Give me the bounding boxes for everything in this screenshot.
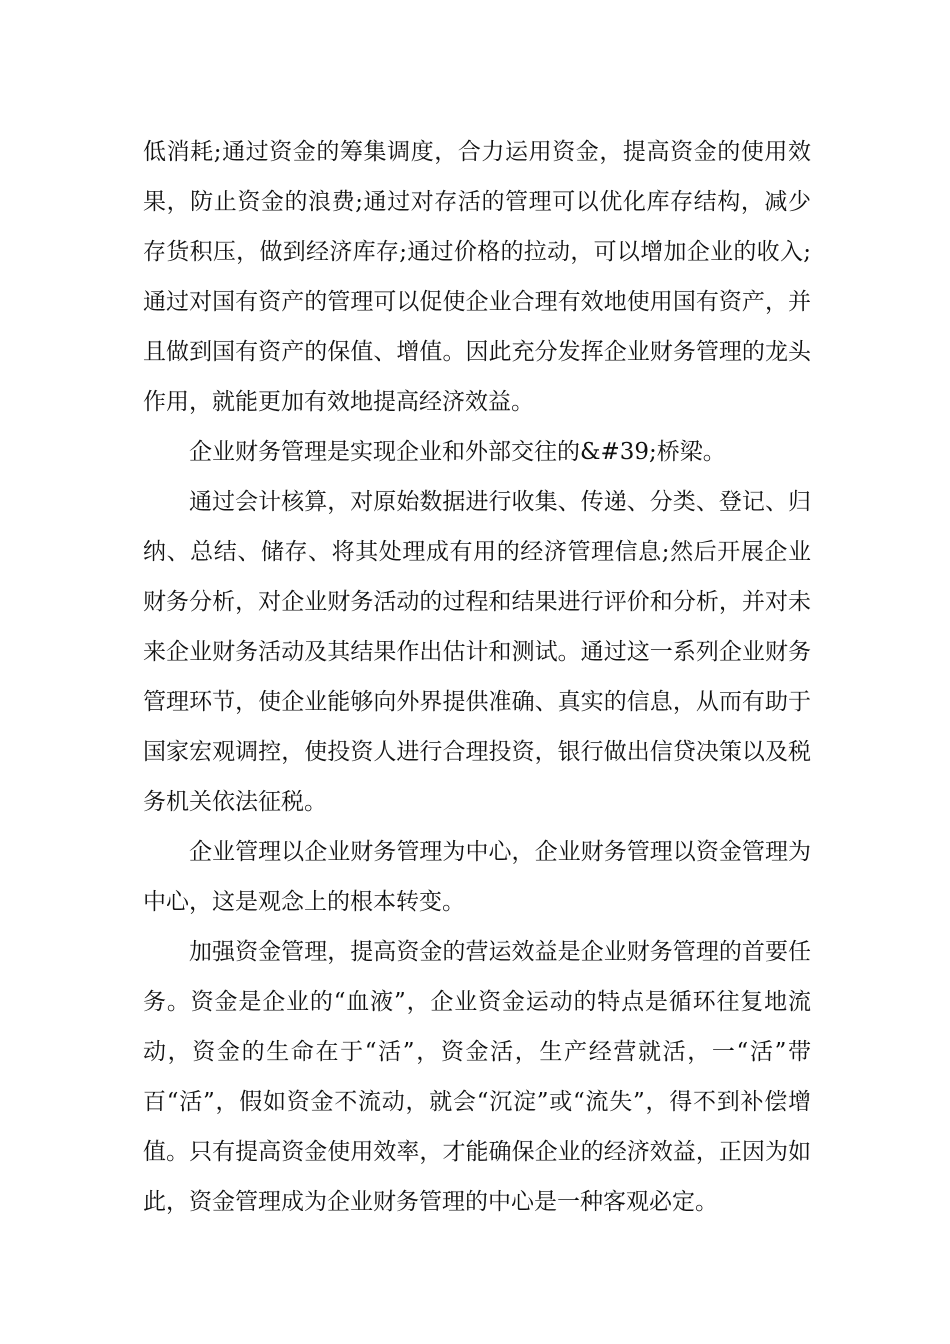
paragraph-3: 通过会计核算，对原始数据进行收集、传递、分类、登记、归纳、总结、储存、将其处理成有用的经济管理信息;然后开展企业财务分析，对企业财务活动的过程和结果进行评价和分析，并对未来企业财务活动及其结果作出估计和测试。通过这一系列企业财务管理环节，使企业能够向外界提供准确、真实的信息，从而有助于国家宏观调控，使投资人进行合理投资，银行做出信贷决策以及税务机关依法征税。 xyxy=(143,489,811,815)
paragraph-2: 企业财务管理是实现企业和外部交往的&#39;桥梁。 xyxy=(189,439,726,465)
paragraph-5: 加强资金管理，提高资金的营运效益是企业财务管理的首要任务。资金是企业的“血液”，企业资金运动的特点是循环往复地流动，资金的生命在于“活”，资金活，生产经营就活，一“活”带百“活”，假如资金不流动，就会“沉淀”或“流失”，得不到补偿增值。只有提高资金使用效率，才能确保企业的经济效益，正因为如此，资金管理成为企业财务管理的中心是一种客观必定。 xyxy=(143,939,811,1215)
paragraph-1: 低消耗;通过资金的筹集调度，合力运用资金，提高资金的使用效果，防止资金的浪费;通过对存活的管理可以优化库存结构，减少存货积压，做到经济库存;通过价格的拉动，可以增加企业的收入;通过对国有资产的管理可以促使企业合理有效地使用国有资产，并且做到国有资产的保值、增值。因此充分发挥企业财务管理的龙头作用，就能更加有效地提高经济效益。 xyxy=(143,139,811,415)
paragraph-4: 企业管理以企业财务管理为中心，企业财务管理以资金管理为中心，这是观念上的根本转变。 xyxy=(143,839,811,915)
document-body xyxy=(143,127,811,1227)
